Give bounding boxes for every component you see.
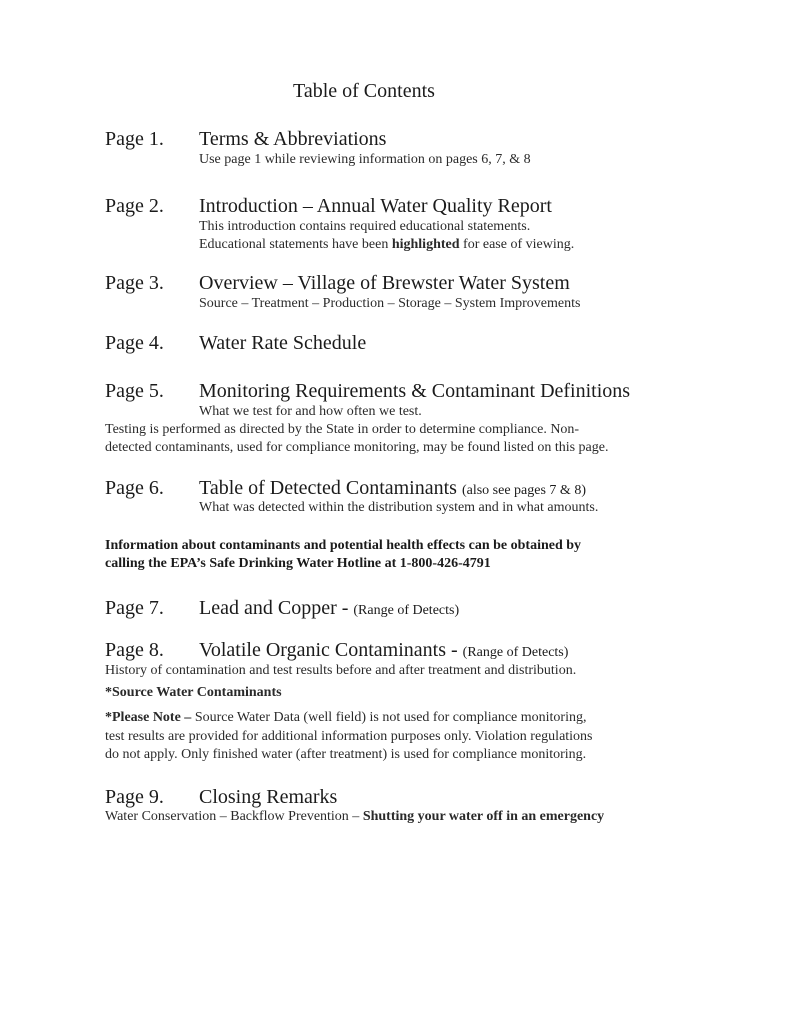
hotline-notice-line: calling the EPA’s Safe Drinking Water Hotline at 1-800-426-4791 [105,556,491,571]
heading-note: (Range of Detects) [462,645,569,660]
please-note [105,710,586,726]
text: for ease of viewing. [459,237,575,252]
toc-heading: Monitoring Requirements & Contaminant Definitions [199,380,631,402]
toc-detail: Testing is performed as directed by the State in order to determine compliance. Non- [105,422,580,437]
hotline-notice-line: Information about contaminants and potential health effects can be obtained by [105,538,582,553]
text: Source Water Data (well field) is not used for compliance monitoring, [194,710,587,725]
toc-page-number: Page 4. [105,332,164,354]
please-note-line: do not apply. Only finished water (after treatment) is used for compliance monitoring. [105,747,587,762]
toc-heading: Water Rate Schedule [199,332,367,354]
page-title: Table of Contents [293,80,435,102]
toc-page-number: Page 7. [105,597,164,619]
heading-text: Lead and Copper - [199,597,354,619]
toc-description: What was detected within the distribution system and in what amounts. [199,500,599,515]
heading-text: Table of Detected Contaminants [199,477,457,499]
text: Educational statements have been [199,237,392,252]
toc-heading: Overview – Village of Brewster Water System [199,272,570,294]
toc-page-number: Page 1. [105,128,164,150]
toc-heading: Introduction – Annual Water Quality Report [199,195,552,217]
text: Water Conservation – Backflow Prevention – [105,809,363,824]
toc-description: What we test for and how often we test. [199,404,422,419]
toc-heading [199,477,586,500]
toc-page-number: Page 9. [105,786,164,808]
emphasis: Shutting your water off in an emergency [362,809,605,824]
toc-heading [199,597,459,620]
toc-heading: Terms & Abbreviations [199,128,387,150]
please-note-label: *Please Note – [105,710,195,725]
toc-page-number: Page 8. [105,639,164,661]
toc-description: Use page 1 while reviewing information on pages 6, 7, & 8 [199,152,531,167]
heading-note: (Range of Detects) [353,603,460,618]
highlighted-word: highlighted [391,237,460,252]
toc-page-number: Page 6. [105,477,164,499]
toc-detail: History of contamination and test results before and after treatment and distribution. [105,663,577,678]
please-note-line: test results are provided for additional information purposes only. Violation regulations [105,729,593,744]
heading-note: (also see pages 7 & 8) [461,483,586,498]
toc-page-number: Page 2. [105,195,164,217]
toc-description: Source – Treatment – Production – Storage – System Improvements [199,296,581,311]
toc-page-number: Page 3. [105,272,164,294]
toc-heading: Closing Remarks [199,786,338,808]
toc-page-number: Page 5. [105,380,164,402]
toc-heading [199,639,568,662]
toc-description: This introduction contains required educational statements. [199,219,531,234]
source-water-label: *Source Water Contaminants [105,685,282,700]
toc-detail: detected contaminants, used for compliance monitoring, may be found listed on this page. [105,440,609,455]
toc-description [199,237,574,253]
toc-detail [105,809,604,825]
heading-text: Volatile Organic Contaminants - [199,639,463,661]
